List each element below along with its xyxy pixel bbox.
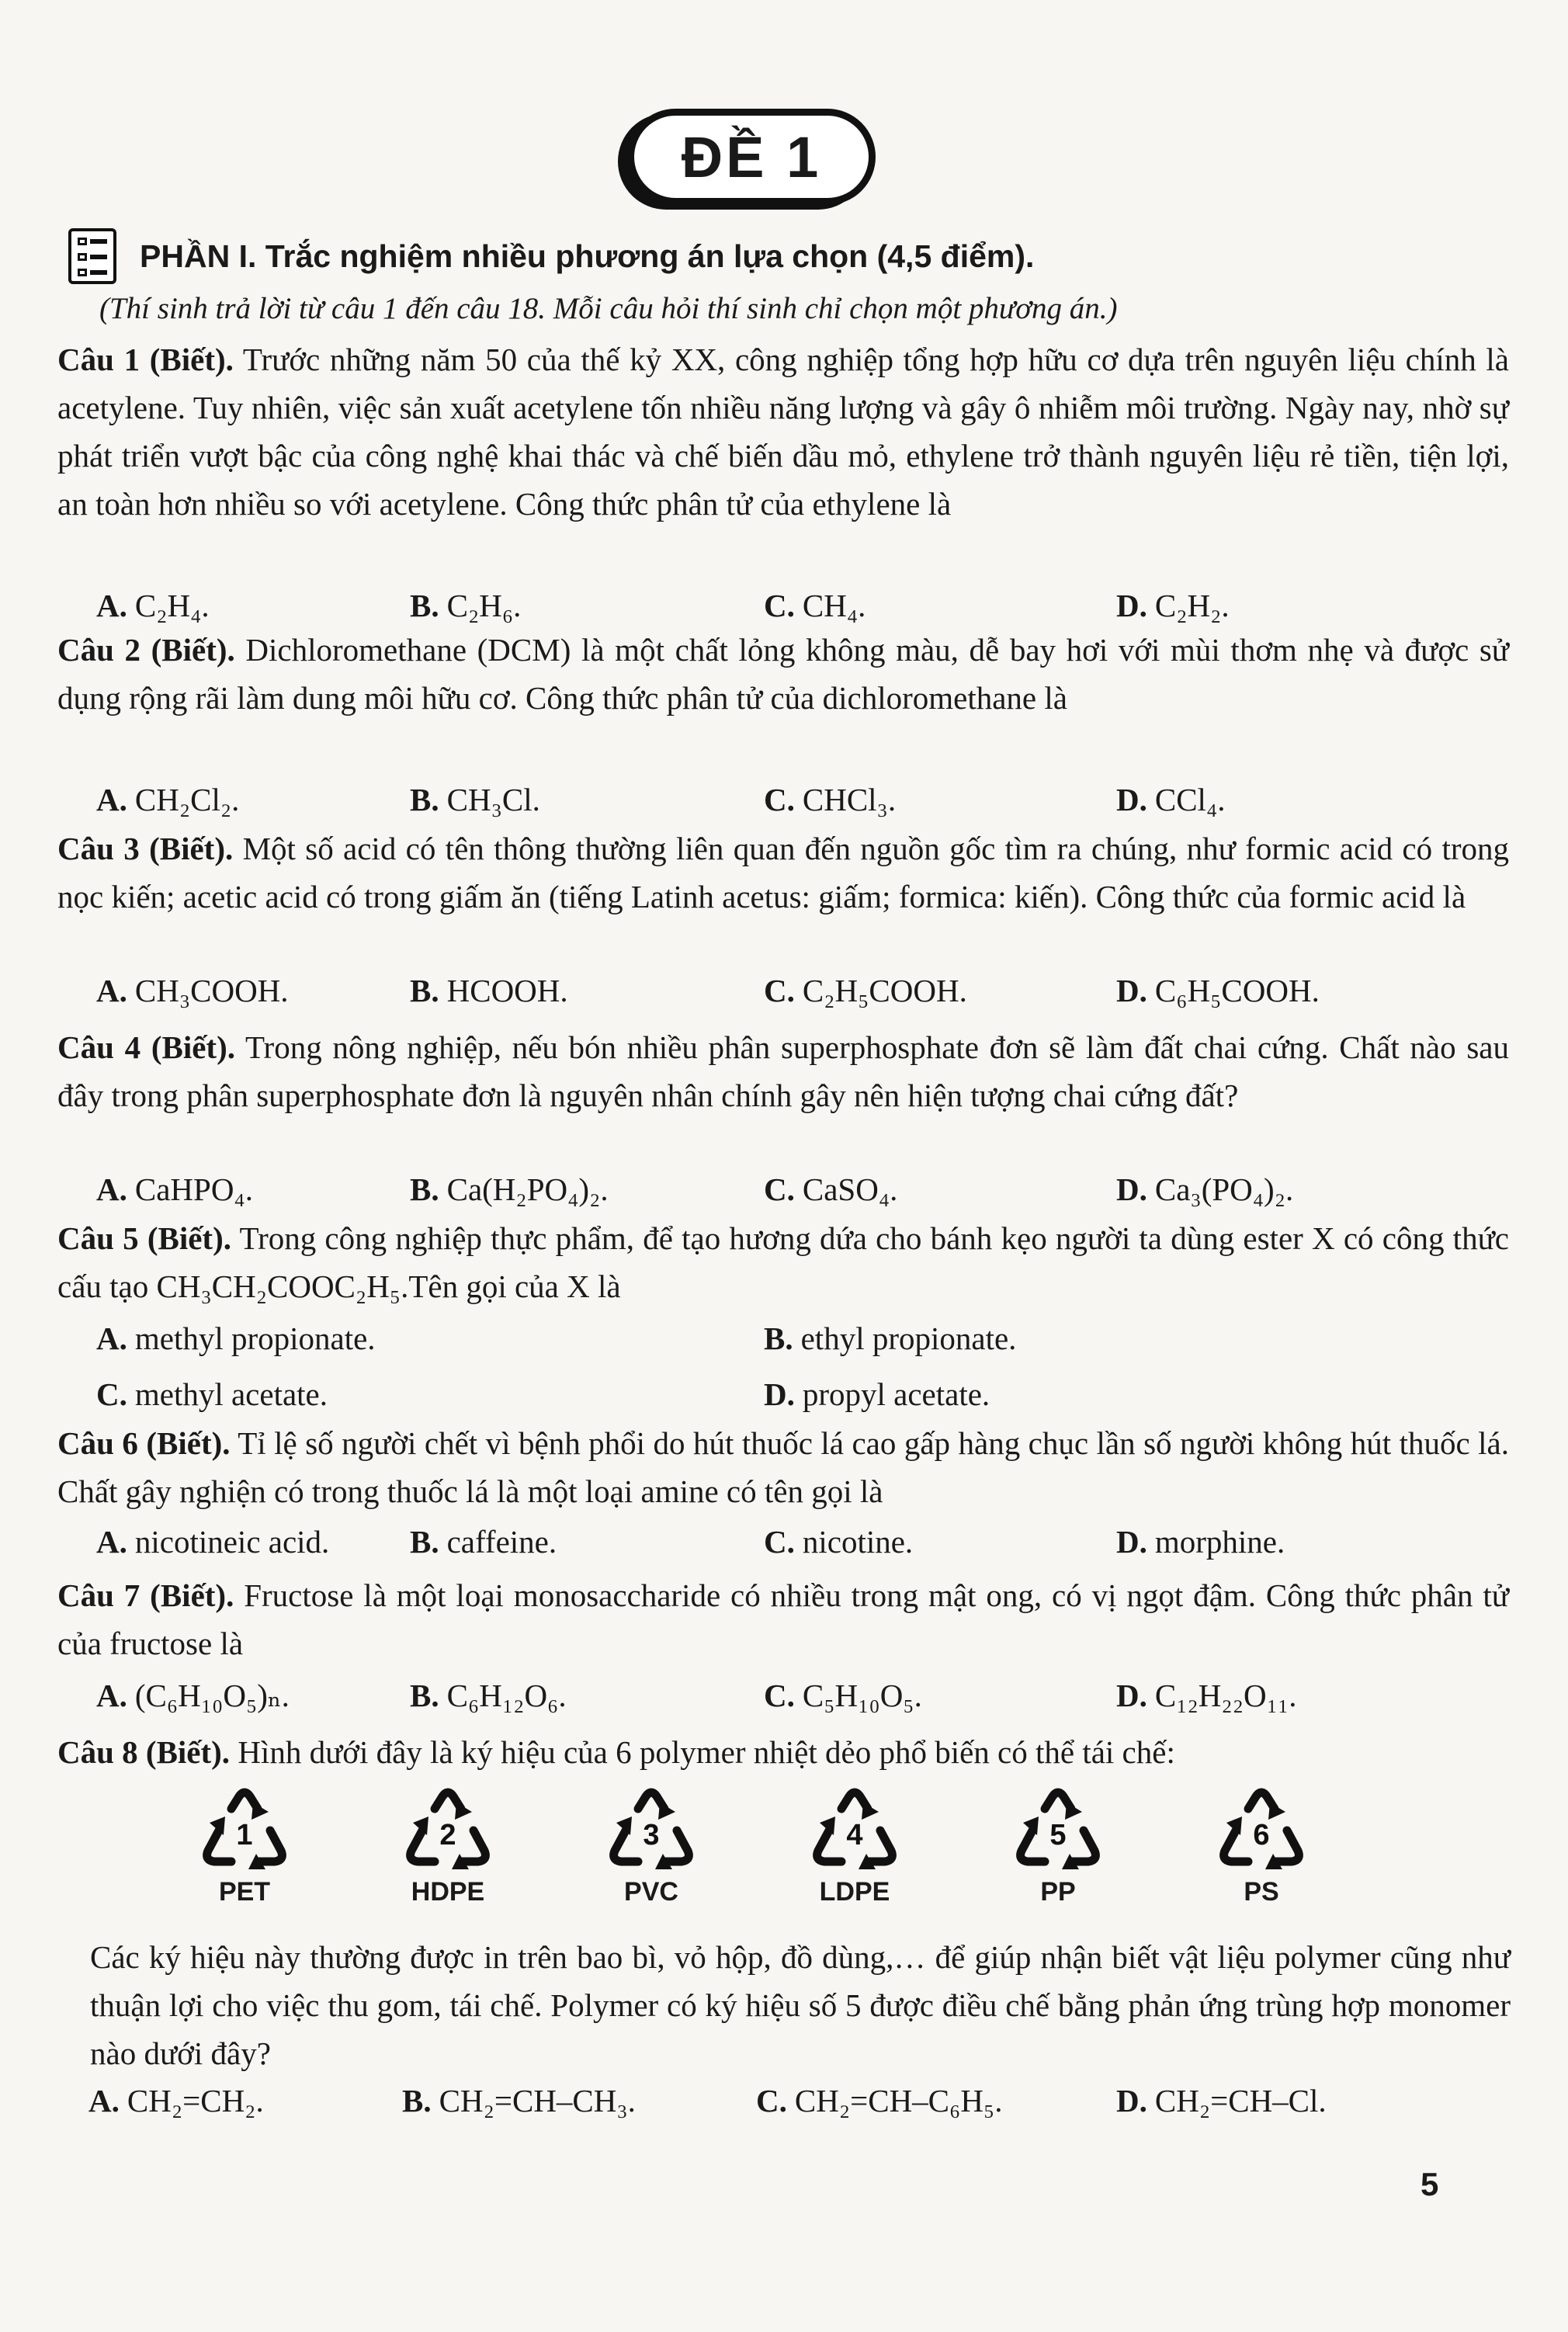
option-d[interactable]: CCl₄. (1154, 782, 1226, 817)
option-b[interactable]: ethyl propionate. (800, 1320, 1017, 1356)
option-b[interactable]: C₆H₁₂O₆. (446, 1678, 567, 1713)
option-key: B. (410, 973, 439, 1008)
option-key: A. (96, 1320, 127, 1356)
option-a[interactable]: CH₂Cl₂. (134, 782, 240, 817)
option-key: C. (756, 2083, 787, 2119)
exam-title: ĐỀ 1 (681, 124, 822, 189)
option-c[interactable]: CaSO₄. (802, 1171, 898, 1207)
option-key: C. (764, 1678, 795, 1713)
option-key: C. (764, 782, 795, 817)
question-4-options (96, 1171, 1509, 1219)
question-label: Câu 8 (Biết). (57, 1734, 231, 1770)
question-text: Fructose là một loại monosaccharide có nhiều trong mật ong, có vị ngọt đậm. Công thức phân tử của fructose là (57, 1577, 1510, 1661)
svg-text:2: 2 (439, 1819, 456, 1851)
option-key: B. (764, 1320, 793, 1356)
question-label: Câu 1 (Biết). (57, 342, 234, 377)
option-key: D. (1116, 1171, 1147, 1207)
question-text: Trong nông nghiệp, nếu bón nhiều phân superphosphate đơn sẽ làm đất chai cứng. Chất nào sau đây trong phân superphosphate đơn là nguyên nhân chính gây nên hiện tượng chai cứng đất? (57, 1029, 1509, 1113)
svg-text:4: 4 (846, 1819, 863, 1851)
option-key: A. (96, 1524, 127, 1560)
svg-text:1: 1 (236, 1819, 253, 1851)
option-d[interactable]: C₆H₅COOH. (1154, 973, 1320, 1008)
question-8-options (88, 2082, 1501, 2130)
checklist-icon (68, 228, 116, 284)
option-a[interactable]: CaHPO₄. (134, 1171, 253, 1207)
option-b[interactable]: Ca(H₂PO₄)₂. (446, 1171, 609, 1207)
option-key: A. (96, 782, 127, 817)
option-d[interactable]: propyl acetate. (802, 1376, 990, 1412)
question-6-options (96, 1523, 1509, 1571)
question-text: Dichloromethane (DCM) là một chất lỏng không màu, dễ bay hơi với mùi thơm nhẹ và được sử dụng rộng rãi làm dung môi hữu cơ. Công thức phân tử của dichloromethane là (57, 632, 1510, 716)
svg-text:5: 5 (1049, 1819, 1067, 1851)
option-key: C. (764, 588, 795, 623)
option-d[interactable]: C₁₂H₂₂O₁₁. (1154, 1678, 1297, 1713)
question-text: Trong công nghiệp thực phẩm, để tạo hương dứa cho bánh kẹo người ta dùng ester X có công thức cấu tạo CH₃CH₂COOC₂H₅.Tên gọi của X là (57, 1220, 1509, 1304)
recycle-triangle-icon (601, 1785, 702, 1879)
option-d[interactable]: CH₂=CH–Cl. (1154, 2083, 1327, 2119)
option-key: B. (410, 1678, 439, 1713)
option-key: B. (410, 1171, 439, 1207)
recycle-code: PVC (624, 1877, 678, 1907)
option-c[interactable]: methyl acetate. (134, 1376, 328, 1412)
option-b[interactable]: HCOOH. (446, 973, 568, 1008)
question-7-options (96, 1677, 1509, 1725)
recycle-code: PP (1040, 1877, 1076, 1907)
option-a[interactable]: nicotineic acid. (134, 1524, 330, 1560)
option-key: C. (764, 973, 795, 1008)
option-c[interactable]: CHCl₃. (802, 782, 897, 817)
option-key: D. (1116, 1524, 1147, 1560)
option-key: C. (96, 1376, 127, 1412)
recycle-symbol (593, 1785, 709, 1925)
recycle-code: PET (218, 1877, 271, 1907)
question-6 (57, 1419, 1509, 1515)
question-label: Câu 7 (Biết). (57, 1577, 234, 1613)
section-instructions: (Thí sinh trả lời từ câu 1 đến câu 18. Mỗi câu hỏi thí sinh chỉ chọn một phương án.) (99, 292, 1118, 325)
question-2 (57, 626, 1509, 722)
recycle-code: HDPE (411, 1877, 485, 1907)
option-key: A. (96, 1678, 127, 1713)
svg-text:3: 3 (643, 1819, 660, 1851)
option-a[interactable]: (C₆H₁₀O₅)ₙ. (134, 1678, 290, 1713)
question-label: Câu 5 (Biết). (57, 1220, 231, 1256)
question-7 (57, 1571, 1509, 1667)
question-text: Hình dưới đây là ký hiệu của 6 polymer nhiệt dẻo phổ biến có thể tái chế: (238, 1734, 1175, 1770)
option-key: B. (410, 588, 439, 623)
option-key: B. (402, 2083, 432, 2119)
option-b[interactable]: caffeine. (446, 1524, 557, 1560)
option-c[interactable]: nicotine. (802, 1524, 914, 1560)
question-1 (57, 335, 1509, 528)
recycling-symbols-row (186, 1785, 1397, 1925)
option-key: C. (764, 1171, 795, 1207)
recycle-triangle-icon (194, 1785, 295, 1879)
option-a[interactable]: CH₂=CH₂. (127, 2083, 264, 2119)
option-d[interactable]: Ca₃(PO₄)₂. (1154, 1171, 1294, 1207)
option-key: D. (764, 1376, 795, 1412)
section-heading (68, 225, 1512, 287)
option-key: D. (1116, 973, 1147, 1008)
recycle-triangle-icon (397, 1785, 498, 1879)
option-key: A. (96, 973, 127, 1008)
question-8 (57, 1728, 1509, 1776)
recycle-code: LDPE (819, 1877, 890, 1907)
option-d[interactable]: C₂H₂. (1154, 588, 1230, 623)
question-label: Câu 2 (Biết). (57, 632, 235, 668)
option-a[interactable]: C₂H₄. (134, 588, 210, 623)
option-c[interactable]: C₂H₅COOH. (802, 973, 967, 1008)
option-key: D. (1116, 2083, 1147, 2119)
recycle-triangle-icon (1211, 1785, 1312, 1879)
option-b[interactable]: CH₂=CH–CH₃. (439, 2083, 636, 2119)
option-c[interactable]: CH₄. (802, 588, 866, 623)
svg-text:6: 6 (1253, 1819, 1270, 1851)
question-5 (57, 1214, 1509, 1310)
option-d[interactable]: morphine. (1154, 1524, 1285, 1560)
recycle-code: PS (1244, 1877, 1279, 1907)
option-key: A. (88, 2083, 120, 2119)
option-key: B. (410, 1524, 439, 1560)
recycle-symbol (186, 1785, 303, 1925)
option-key: A. (96, 1171, 127, 1207)
question-text: Các ký hiệu này thường được in trên bao bì, vỏ hộp, đồ dùng,… để giúp nhận biết vật liệu polymer cũng như thuận lợi cho việc thu gom, tái chế. Polymer có ký hiệu số 5 được điều chế bằng phản ứng trùng hợp monomer nào dưới đây? (90, 1939, 1511, 2071)
question-8-continued (90, 1933, 1511, 2077)
question-2-options (96, 781, 1509, 829)
section-heading-text: PHẦN I. Trắc nghiệm nhiều phương án lựa chọn (4,5 điểm). (140, 238, 1035, 274)
question-5-options-row-1 (96, 1320, 1509, 1368)
question-label: Câu 4 (Biết). (57, 1029, 235, 1065)
question-5-options-row-2 (96, 1376, 1509, 1424)
option-b[interactable]: CH₃Cl. (446, 782, 540, 817)
option-key: C. (764, 1524, 795, 1560)
option-c[interactable]: CH₂=CH–C₆H₅. (794, 2083, 1003, 2119)
option-a[interactable]: methyl propionate. (134, 1320, 376, 1356)
question-3 (57, 824, 1509, 921)
recycle-symbol (1203, 1785, 1320, 1925)
question-3-options (96, 972, 1509, 1020)
recycle-triangle-icon (804, 1785, 905, 1879)
option-b[interactable]: C₂H₆. (446, 588, 522, 623)
question-label: Câu 3 (Biết). (57, 831, 234, 866)
question-text: Tỉ lệ số người chết vì bệnh phổi do hút thuốc lá cao gấp hàng chục lần số người không hút thuốc lá. Chất gây nghiện có trong thuốc lá là một loại amine có tên gọi là (57, 1425, 1509, 1509)
recycle-symbol (390, 1785, 506, 1925)
question-text: Một số acid có tên thông thường liên quan đến nguồn gốc tìm ra chúng, như formic acid có trong nọc kiến; acetic acid có trong giấm ăn (tiếng Latinh acetus: giấm; formica: kiến). Công thức của formic acid là (57, 831, 1509, 914)
question-text: Trước những năm 50 của thế kỷ XX, công nghiệp tổng hợp hữu cơ dựa trên nguyên liệu chính là acetylene. Tuy nhiên, việc sản xuất acetylene tốn nhiều năng lượng và gây ô nhiễm môi trường. Ngày nay, nhờ sự phát triển vượt bậc của công nghệ khai thác và chế biến dầu mỏ, ethylene trở thành nguyên liệu rẻ tiền, tiện lợi, an toàn hơn nhiều so với acetylene. Công thức phân tử của ethylene là (57, 342, 1509, 522)
exam-title-badge (627, 109, 876, 205)
question-4 (57, 1023, 1509, 1119)
option-key: A. (96, 588, 127, 623)
recycle-triangle-icon (1008, 1785, 1108, 1879)
option-key: D. (1116, 1678, 1147, 1713)
option-key: D. (1116, 782, 1147, 817)
option-key: D. (1116, 588, 1147, 623)
question-label: Câu 6 (Biết). (57, 1425, 231, 1461)
recycle-symbol (1000, 1785, 1116, 1925)
option-a[interactable]: CH₃COOH. (134, 973, 289, 1008)
page-number: 5 (1421, 2166, 1439, 2202)
option-c[interactable]: C₅H₁₀O₅. (802, 1678, 922, 1713)
recycle-symbol (796, 1785, 913, 1925)
option-key: B. (410, 782, 439, 817)
